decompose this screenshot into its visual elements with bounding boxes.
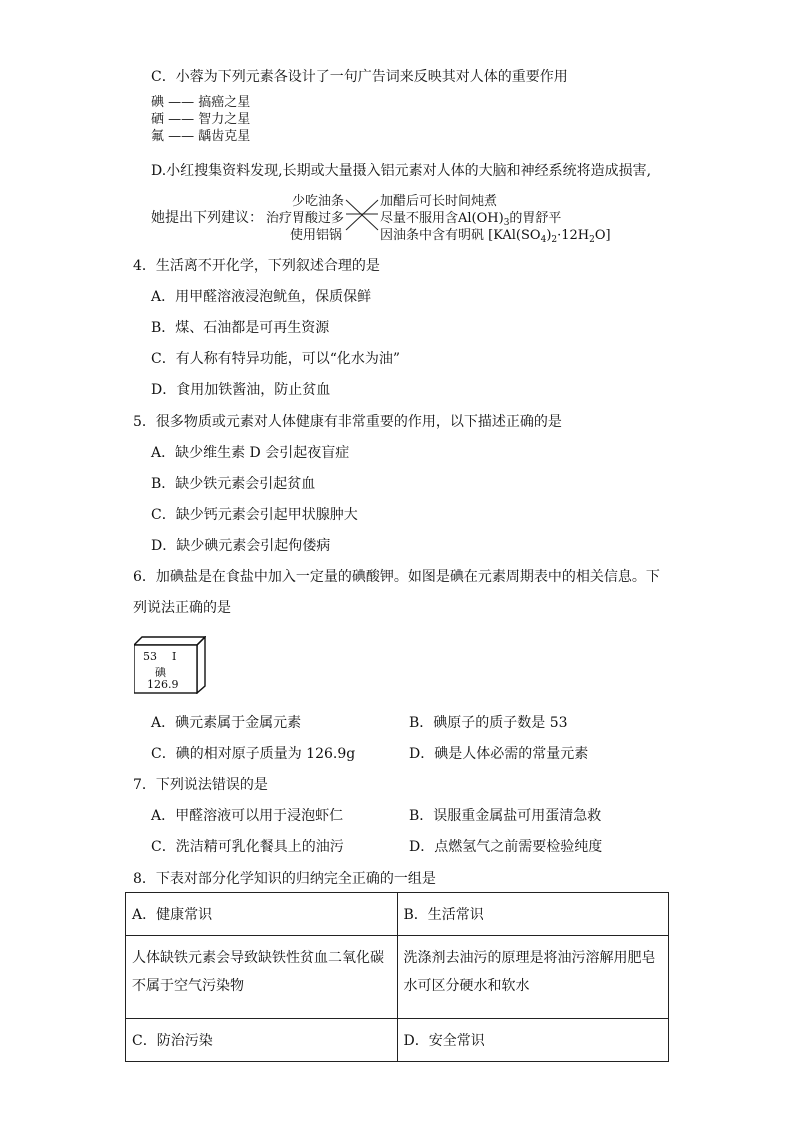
q3-ad-item: 硒 —— 智力之星 [151, 112, 251, 127]
q5-option: D．缺少碘元素会引起佝偻病 [151, 538, 331, 554]
q4-option: C．有人称有特异功能，可以“化水为油” [151, 351, 401, 367]
q5-option: C．缺少钙元素会引起甲状腺肿大 [151, 507, 358, 523]
knowledge-table [125, 892, 669, 1062]
q3-left-item: 使用铝锅 [290, 228, 343, 243]
q6-option: C．碘的相对原子质量为 126.9g [151, 746, 356, 762]
q3-right-item: 尽量不服用含$Al(OH)_3$的胃舒平 [380, 211, 562, 228]
q3-right-item: 加醋后可长时间炖煮 [380, 194, 498, 209]
table-cell-a-head: A．健康常识 [126, 893, 398, 936]
q8-stem: 8．下表对部分化学知识的归纳完全正确的一组是 [133, 871, 436, 887]
q4-option: D．食用加铁酱油，防止贫血 [151, 382, 331, 398]
q3-left-item: 少吃油条 [292, 194, 345, 209]
q3-ad-item: 碘 —— 搞癌之星 [151, 95, 251, 110]
q5-option: A．缺少维生素 D 会引起夜盲症 [151, 445, 350, 461]
q6-option: D．碘是人体必需的常量元素 [409, 746, 589, 762]
q3-suggest-prefix: 她提出下列建议： [151, 210, 263, 226]
q7-stem: 7．下列说法错误的是 [133, 777, 268, 793]
table-cell-b-body: 洗涤剂去油污的原理是将油污溶解用肥皂水可区分硬水和软水 [397, 936, 669, 1019]
q3-right-item: 因油条中含有明矾 $[KAl(SO_4)_2\cdot 12H_2O]$ [380, 228, 611, 245]
q4-stem: 4．生活离不开化学，下列叙述合理的是 [133, 258, 380, 274]
q6-stem-line2: 列说法正确的是 [133, 600, 231, 616]
atomic-number: 53 [143, 650, 157, 663]
element-name: 碘 [155, 666, 166, 679]
q5-option: B．缺少铁元素会引起贫血 [151, 476, 316, 492]
table-cell-a-body: 人体缺铁元素会导致缺铁性贫血二氧化碳不属于空气污染物 [126, 936, 398, 1019]
q6-option: A．碘元素属于金属元素 [151, 715, 302, 731]
q3-option-c: C．小蓉为下列元素各设计了一句广告词来反映其对人体的重要作用 [151, 69, 568, 85]
q4-option: A．用甲醛溶液浸泡鱿鱼，保质保鲜 [151, 289, 372, 305]
table-cell-c-head: C．防治污染 [126, 1019, 398, 1062]
element-symbol: I [172, 650, 177, 663]
table-cell-d-head: D．安全常识 [397, 1019, 669, 1062]
q7-option: B．误服重金属盐可用蛋清急救 [409, 808, 602, 824]
q6-option: B．碘原子的质子数是 53 [409, 715, 568, 731]
table-cell-b-head: B．生活常识 [397, 893, 669, 936]
q3-matching-lines [344, 192, 380, 236]
q7-option: C．洗洁精可乳化餐具上的油污 [151, 839, 344, 855]
periodic-table-cell [134, 636, 206, 694]
q7-option: D．点燃氢气之前需要检验纯度 [409, 839, 603, 855]
atomic-mass: 126.9 [147, 678, 179, 691]
q3-left-item: 治疗胃酸过多 [266, 211, 345, 226]
q6-stem-line1: 6．加碘盐是在食盐中加入一定量的碘酸钾。如图是碘在元素周期表中的相关信息。下 [133, 569, 660, 585]
q3-ad-list [151, 94, 250, 145]
q5-stem: 5．很多物质或元素对人体健康有非常重要的作用，以下描述正确的是 [133, 414, 562, 430]
q4-option: B．煤、石油都是可再生资源 [151, 320, 330, 336]
q3-option-d: D.小红搜集资料发现,长期或大量摄入铝元素对人体的大脑和神经系统将造成损害, [151, 163, 652, 179]
q7-option: A．甲醛溶液可以用于浸泡虾仁 [151, 808, 344, 824]
q3-ad-item: 氟 —— 龋齿克星 [151, 129, 251, 144]
